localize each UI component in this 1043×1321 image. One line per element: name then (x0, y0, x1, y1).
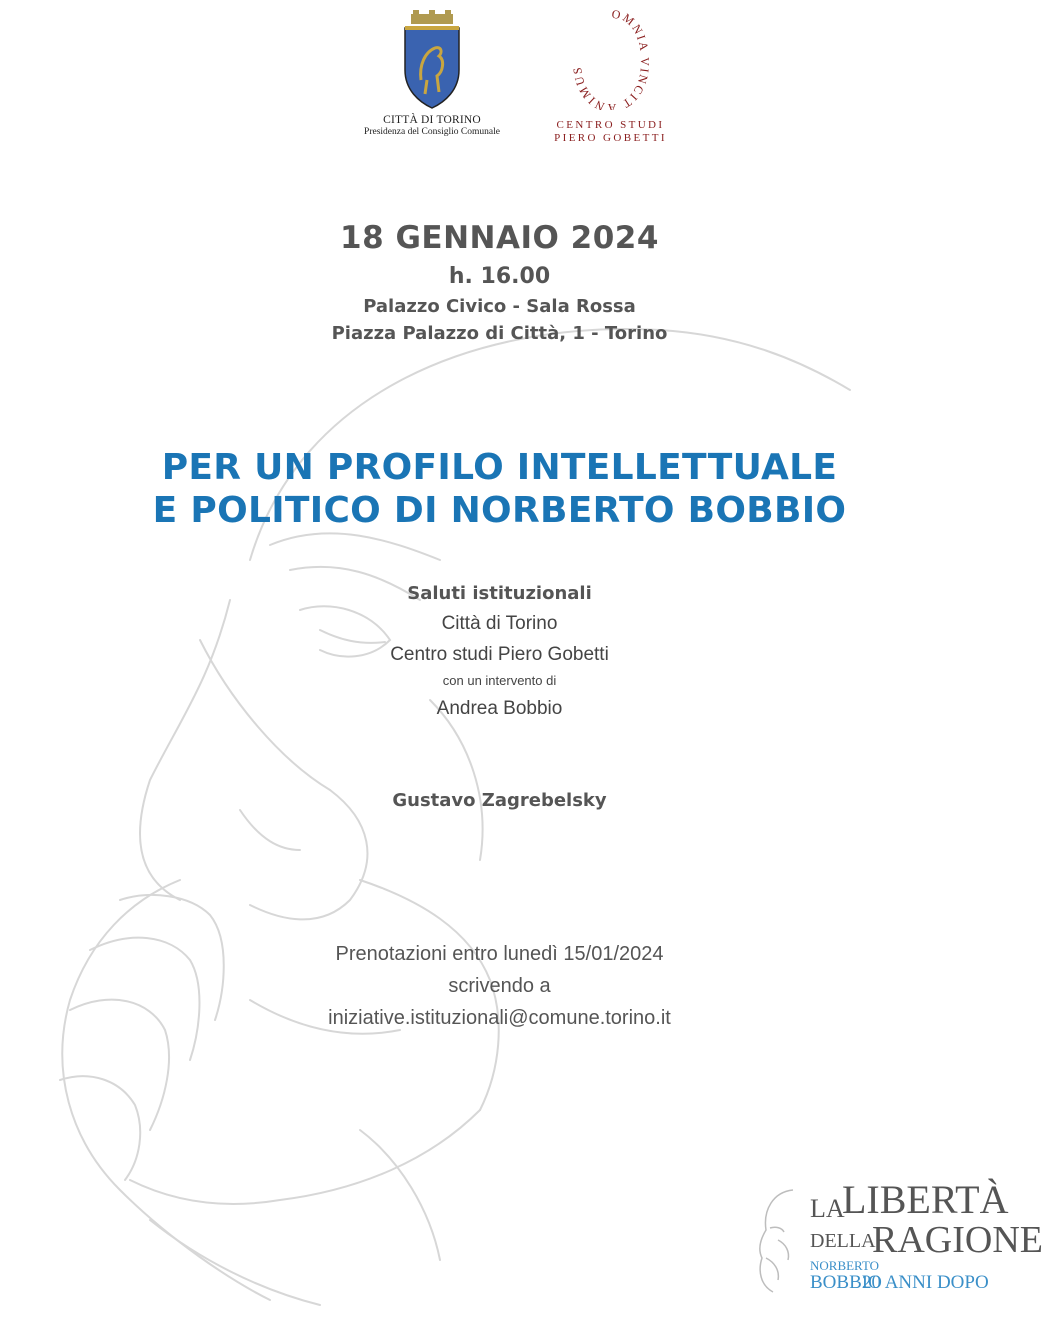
event-title-line-2: E POLITICO DI NORBERTO BOBBIO (152, 490, 847, 531)
event-venue: Palazzo Civico - Sala Rossa (363, 296, 636, 317)
saluti-heading: Saluti istituzionali (407, 583, 592, 604)
booking-email-link[interactable]: iniziative.istituzionali@comune.torino.it (328, 1007, 671, 1029)
torino-name: CITTÀ DI TORINO (383, 114, 481, 126)
gobetti-line-1: CENTRO STUDI (556, 119, 665, 131)
event-title (0, 446, 999, 532)
gobetti-line-2: PIERO GOBETTI (554, 132, 667, 144)
series-word-ragione: RAGIONE (872, 1219, 1043, 1261)
speaker-name: Gustavo Zagrebelsky (392, 790, 607, 811)
torino-subtitle: Presidenza del Consiglio Comunale (364, 127, 500, 137)
series-word-la: LA (810, 1194, 845, 1223)
bobbio-mini-portrait-icon (748, 1180, 808, 1300)
event-hour: h. 16.00 (448, 264, 551, 289)
series-word-norberto: NORBERTO (810, 1258, 880, 1273)
event-title-line-1: PER UN PROFILO INTELLETTUALE (161, 447, 838, 488)
saluti-citta-torino: Città di Torino (441, 613, 558, 634)
intervento-label: con un intervento di (442, 673, 557, 688)
la-liberta-della-ragione-logo (748, 1172, 1043, 1302)
saluti-centro-gobetti: Centro studi Piero Gobetti (390, 644, 609, 665)
booking-instruction: scrivendo a (448, 975, 551, 997)
series-word-della: DELLA (810, 1230, 876, 1252)
booking-deadline: Prenotazioni entro lunedì 15/01/2024 (335, 943, 664, 965)
svg-text:OMNIA VINCIT ANIMUS (571, 10, 651, 110)
gobetti-emblem-icon (571, 10, 651, 110)
citta-di-torino-logo (352, 10, 512, 145)
series-word-20-anni-dopo: 20 ANNI DOPO (862, 1272, 989, 1293)
gobetti-ring-text: OMNIA VINCIT ANIMUS (570, 10, 651, 110)
event-address: Piazza Palazzo di Città, 1 - Torino (331, 323, 668, 344)
event-date: 18 GENNAIO 2024 (340, 220, 659, 256)
torino-coat-of-arms-icon (397, 10, 467, 110)
centro-studi-gobetti-logo (548, 10, 673, 145)
series-word-bobbio: BOBBIO (810, 1272, 882, 1293)
intervento-name: Andrea Bobbio (436, 698, 563, 719)
series-word-liberta: LIBERTÀ (842, 1177, 1009, 1222)
